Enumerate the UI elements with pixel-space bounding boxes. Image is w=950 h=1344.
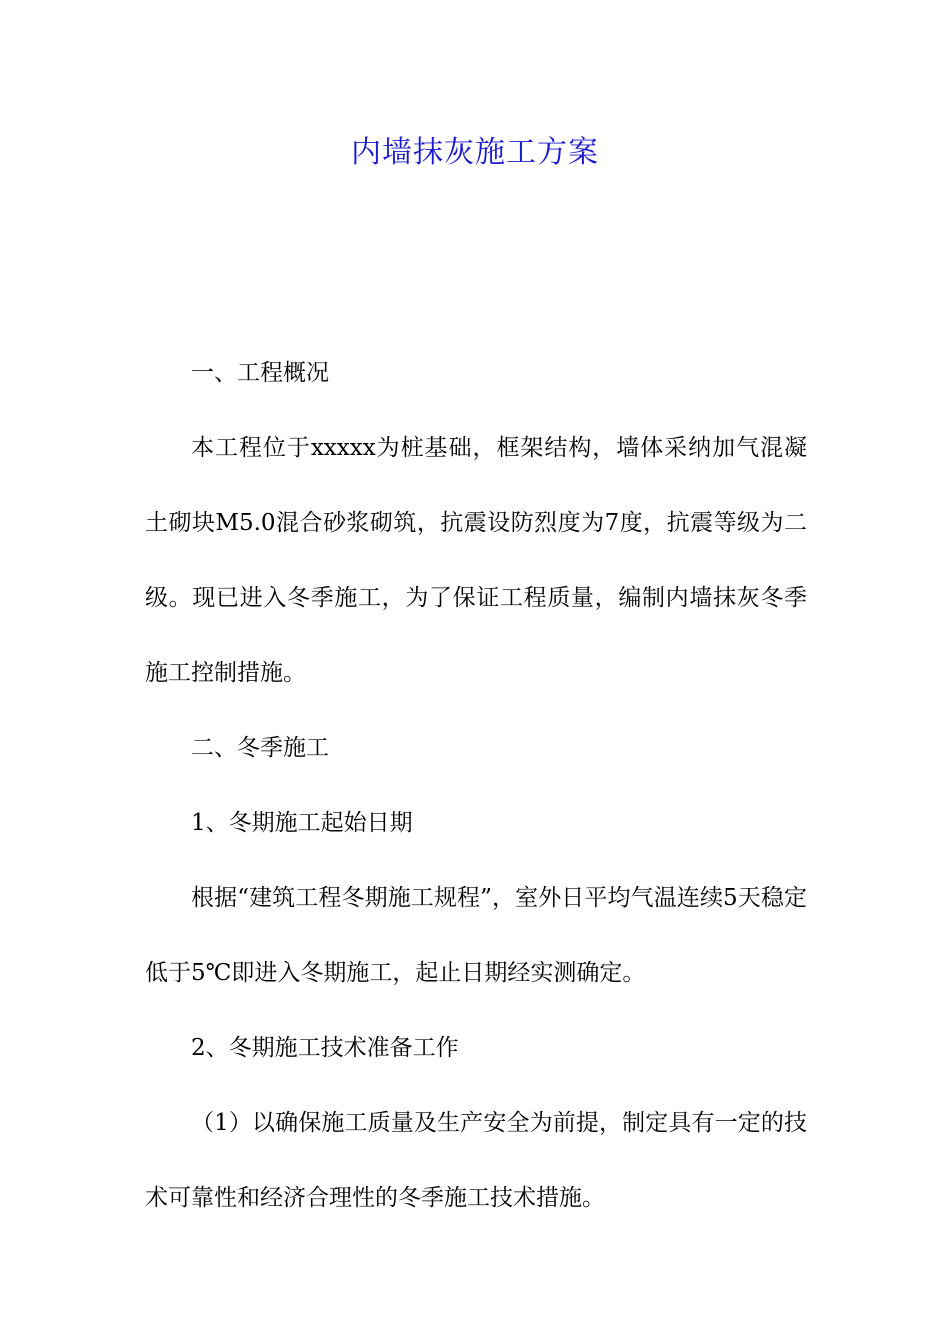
subheading-technical-preparation: 2、冬期施工技术准备工作 [191,1035,459,1061]
section-heading-project-overview: 一、工程概况 [191,360,329,386]
document-body [145,336,807,1236]
paragraph-start-date-rule: 根据“建筑工程冬期施工规程”，室外日平均气温连续5天稳定低于5℃即进入冬期施工，起止日期经实测确定。 [145,885,807,986]
document-title: 内墙抹灰施工方案 [351,135,599,170]
paragraph-project-description: 本工程位于xxxxx为桩基础，框架结构，墙体采纳加气混凝土砌块M5.0混合砂浆砌筑，抗震设防烈度为7度，抗震等级为二级。现已进入冬季施工，为了保证工程质量，编制内墙抹灰冬季施工控制措施。 [145,435,807,686]
section-heading-winter-construction: 二、冬季施工 [191,735,329,761]
subheading-start-date: 1、冬期施工起始日期 [191,810,413,836]
paragraph-technical-measures: （1）以确保施工质量及生产安全为前提，制定具有一定的技术可靠性和经济合理性的冬季施工技术措施。 [145,1110,807,1211]
